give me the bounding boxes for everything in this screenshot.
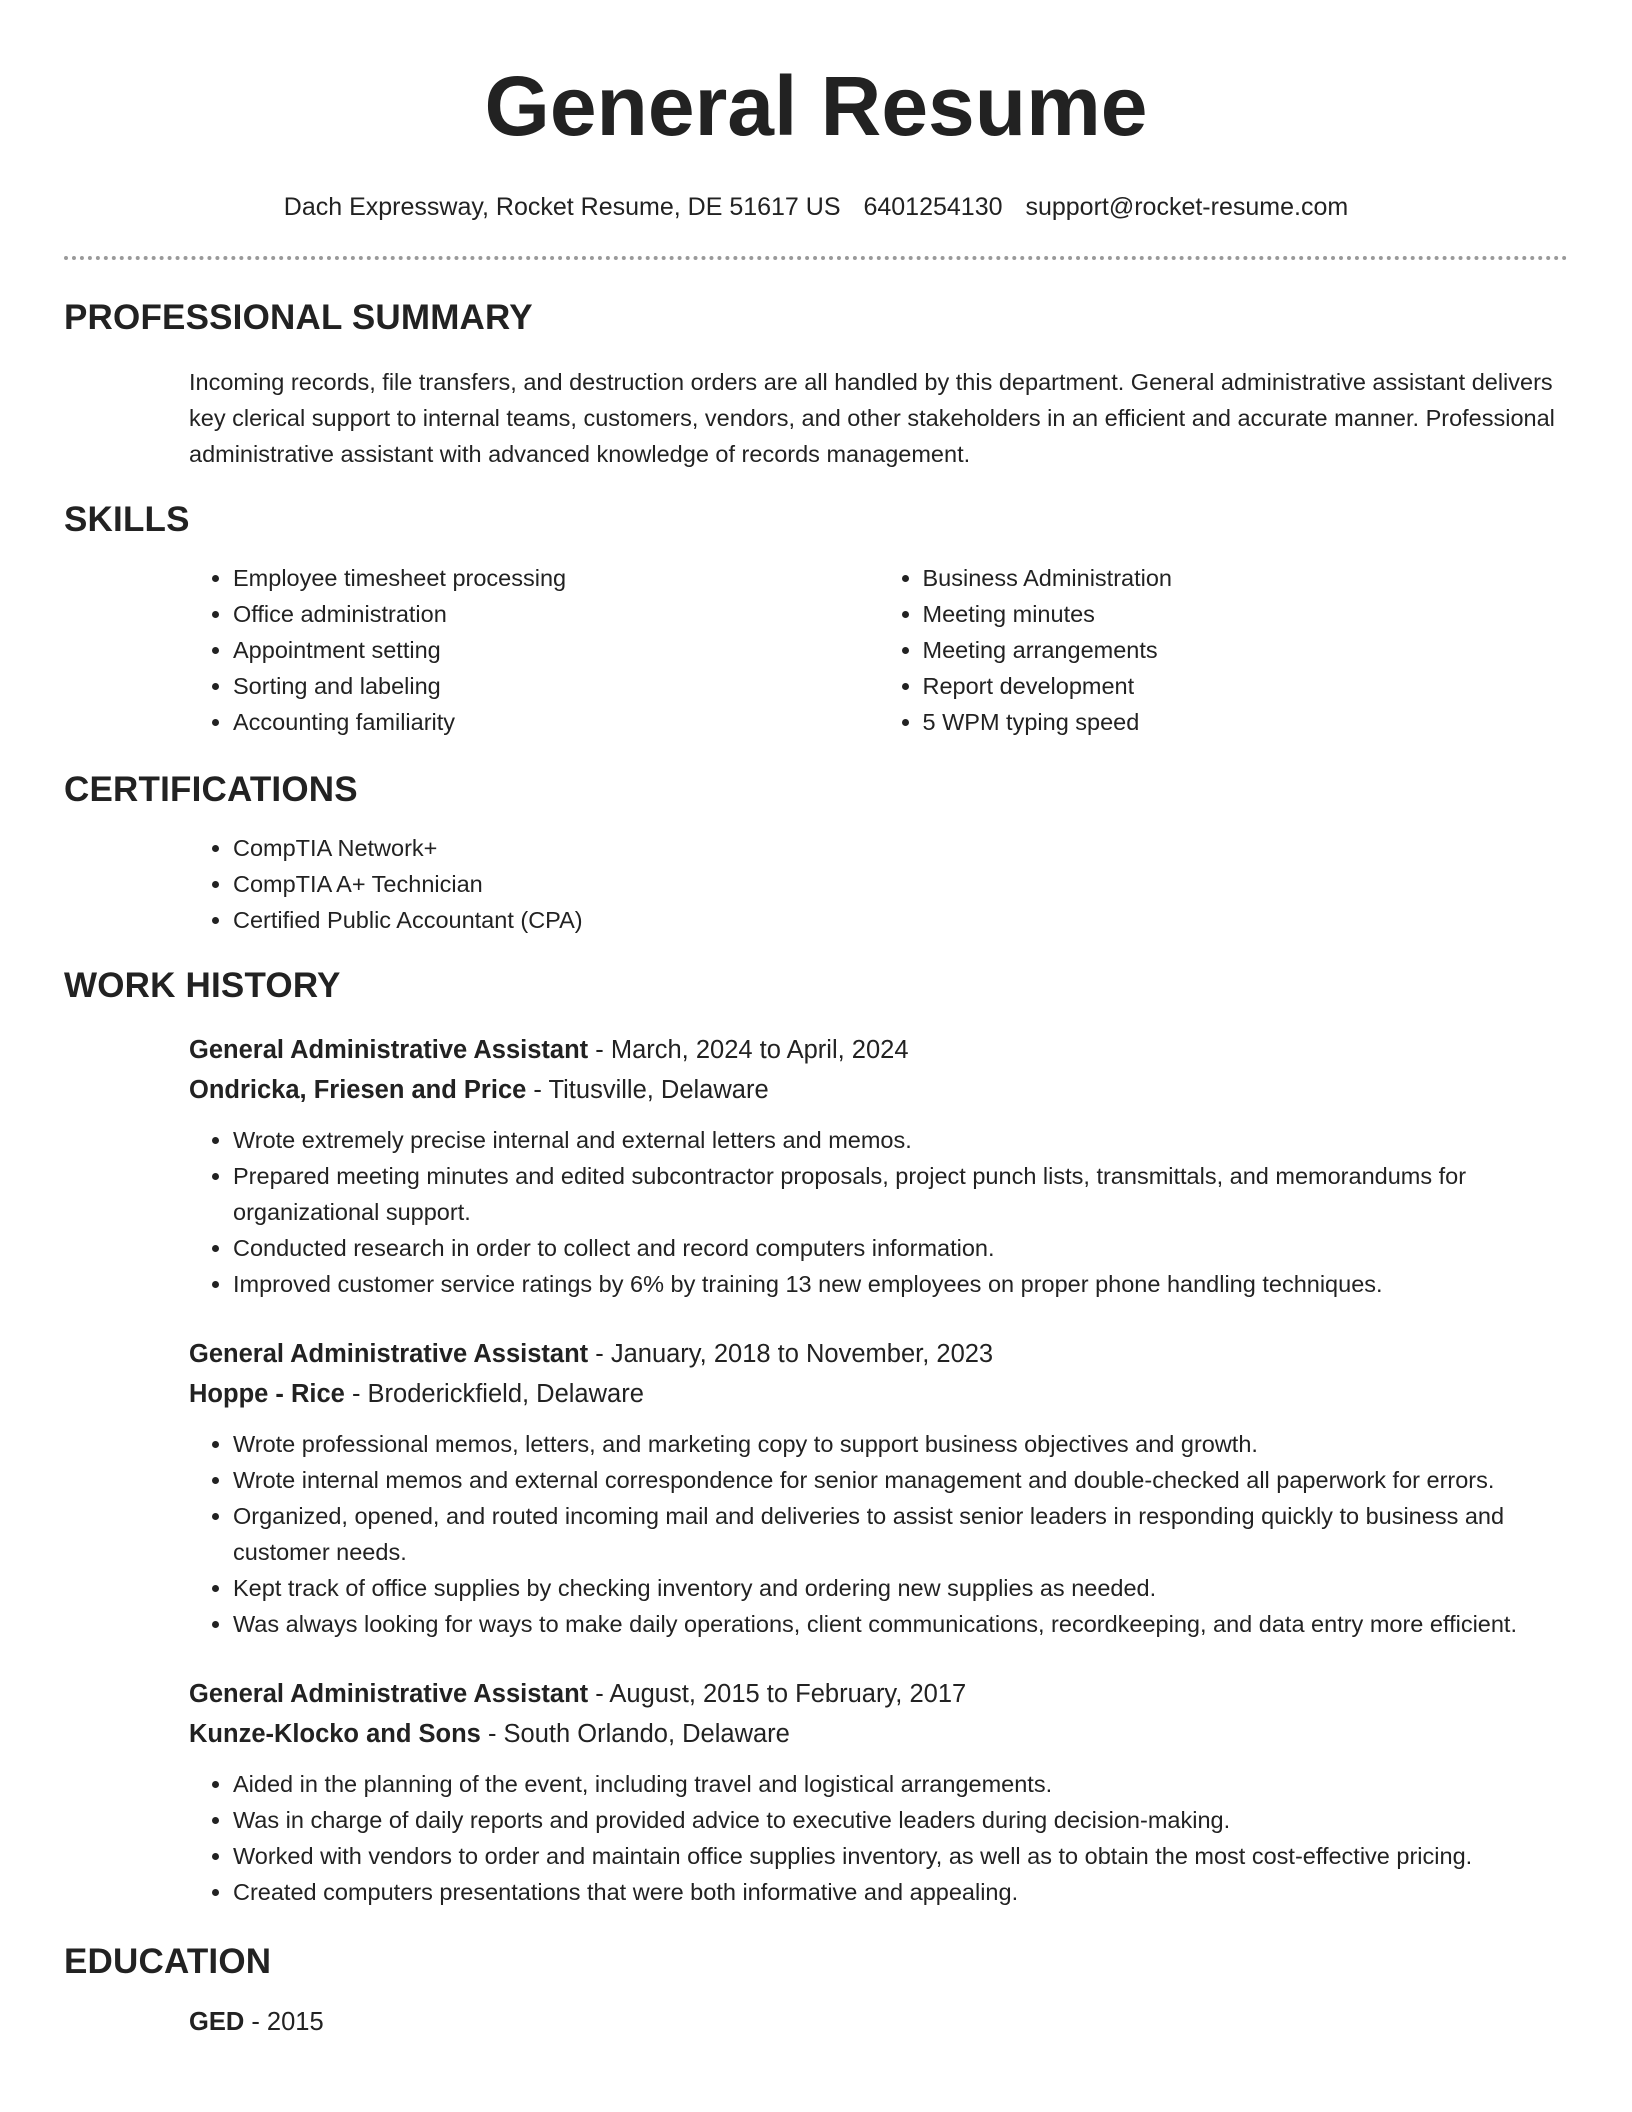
section-title: WORK HISTORY: [64, 966, 341, 1005]
section-professional-summary: [64, 298, 1568, 472]
section-body: [189, 830, 1568, 938]
list-item: • CompTIA A+ Technician: [233, 866, 1568, 902]
list-item: • Wrote professional memos, letters, and marketing copy to support business objectives and growth.: [233, 1426, 1568, 1462]
job-company-line: [189, 1374, 1568, 1414]
contact-address: Dach Expressway, Rocket Resume, DE 51617 US: [283, 193, 841, 221]
certifications-list: [189, 830, 1568, 938]
list-item: • Accounting familiarity: [233, 704, 879, 740]
list-item: • Certified Public Accountant (CPA): [233, 902, 1568, 938]
job-bullets: [189, 1766, 1568, 1910]
list-item: • Conducted research in order to collect and record computers information.: [233, 1230, 1568, 1266]
job-company: Ondricka, Friesen and Price: [189, 1076, 527, 1104]
contact-email: support@rocket-resume.com: [1025, 193, 1349, 221]
job-bullets: [189, 1122, 1568, 1302]
list-item: • Prepared meeting minutes and edited subcontractor proposals, project punch lists, transmittals, and memorandums for organizational support.: [233, 1158, 1568, 1230]
header-divider: [64, 256, 1568, 260]
job-entry: [189, 1030, 1568, 1302]
job-dates: - August, 2015 to February, 2017: [588, 1680, 967, 1708]
job-company-line: [189, 1714, 1568, 1754]
list-item: • Wrote internal memos and external correspondence for senior management and double-checked all paperwork for errors.: [233, 1462, 1568, 1498]
job-location: - South Orlando, Delaware: [480, 1720, 790, 1748]
section-certifications: [64, 770, 1568, 938]
resume-header: [64, 0, 1568, 222]
list-item: • Was always looking for ways to make daily operations, client communications, recordkeeping, and data entry more efficient.: [233, 1606, 1568, 1642]
list-item: • Wrote extremely precise internal and external letters and memos.: [233, 1122, 1568, 1158]
list-item: • Report development: [923, 668, 1569, 704]
list-item: • Created computers presentations that were both informative and appealing.: [233, 1874, 1568, 1910]
section-body: [189, 364, 1568, 472]
skills-grid: [189, 560, 1568, 740]
list-item: • Meeting arrangements: [923, 632, 1569, 668]
section-education: [64, 1942, 1568, 2042]
section-body: [189, 1030, 1568, 1910]
job-entry: [189, 1334, 1568, 1642]
job-bullets: [189, 1426, 1568, 1642]
list-item: • Aided in the planning of the event, including travel and logistical arrangements.: [233, 1766, 1568, 1802]
education-year: - 2015: [244, 2008, 324, 2036]
contact-line: [64, 192, 1568, 222]
job-title-line: [189, 1334, 1568, 1374]
section-work-history: [64, 966, 1568, 1910]
job-entry: [189, 1674, 1568, 1910]
list-item: • Sorting and labeling: [233, 668, 879, 704]
list-item: • Employee timesheet processing: [233, 560, 879, 596]
job-dates: - January, 2018 to November, 2023: [588, 1340, 994, 1368]
section-title: EDUCATION: [64, 1942, 272, 1981]
job-title-line: [189, 1030, 1568, 1070]
education-degree: GED: [189, 2008, 245, 2036]
job-location: - Broderickfield, Delaware: [344, 1380, 644, 1408]
list-item: • Organized, opened, and routed incoming mail and deliveries to assist senior leaders in responding quickly to business and customer needs.: [233, 1498, 1568, 1570]
job-company-line: [189, 1070, 1568, 1110]
list-item: • Kept track of office supplies by checking inventory and ordering new supplies as needed.: [233, 1570, 1568, 1606]
job-company: Kunze-Klocko and Sons: [189, 1720, 481, 1748]
list-item: • Business Administration: [923, 560, 1569, 596]
skills-list-left: [189, 560, 879, 740]
summary-text: Incoming records, file transfers, and destruction orders are all handled by this department. General administrative assistant delivers key clerical support to internal teams, customers, vendors, and other stakeholders in an efficient and accurate manner. Professional administrative assistant with advanced knowledge of records management.: [189, 369, 1555, 467]
list-item: • CompTIA Network+: [233, 830, 1568, 866]
list-item: • Was in charge of daily reports and provided advice to executive leaders during decision-making.: [233, 1802, 1568, 1838]
section-body: [189, 2002, 1568, 2042]
section-title: CERTIFICATIONS: [64, 770, 358, 809]
job-role: General Administrative Assistant: [189, 1036, 589, 1064]
list-item: • Office administration: [233, 596, 879, 632]
list-item: • Worked with vendors to order and maintain office supplies inventory, as well as to obtain the most cost-effective pricing.: [233, 1838, 1568, 1874]
skills-list-right: [879, 560, 1569, 740]
section-title: SKILLS: [64, 500, 190, 539]
section-skills: [64, 500, 1568, 740]
job-company: Hoppe - Rice: [189, 1380, 345, 1408]
list-item: • Meeting minutes: [923, 596, 1569, 632]
list-item: • Improved customer service ratings by 6% by training 13 new employees on proper phone handling techniques.: [233, 1266, 1568, 1302]
job-title-line: [189, 1674, 1568, 1714]
job-role: General Administrative Assistant: [189, 1340, 589, 1368]
list-item: • 5 WPM typing speed: [923, 704, 1569, 740]
job-role: General Administrative Assistant: [189, 1680, 589, 1708]
education-entry: [189, 2002, 1568, 2042]
list-item: • Appointment setting: [233, 632, 879, 668]
section-title: PROFESSIONAL SUMMARY: [64, 298, 533, 337]
resume-name: General Resume: [484, 59, 1148, 153]
job-dates: - March, 2024 to April, 2024: [588, 1036, 909, 1064]
contact-phone: 6401254130: [863, 193, 1003, 221]
job-location: - Titusville, Delaware: [526, 1076, 769, 1104]
